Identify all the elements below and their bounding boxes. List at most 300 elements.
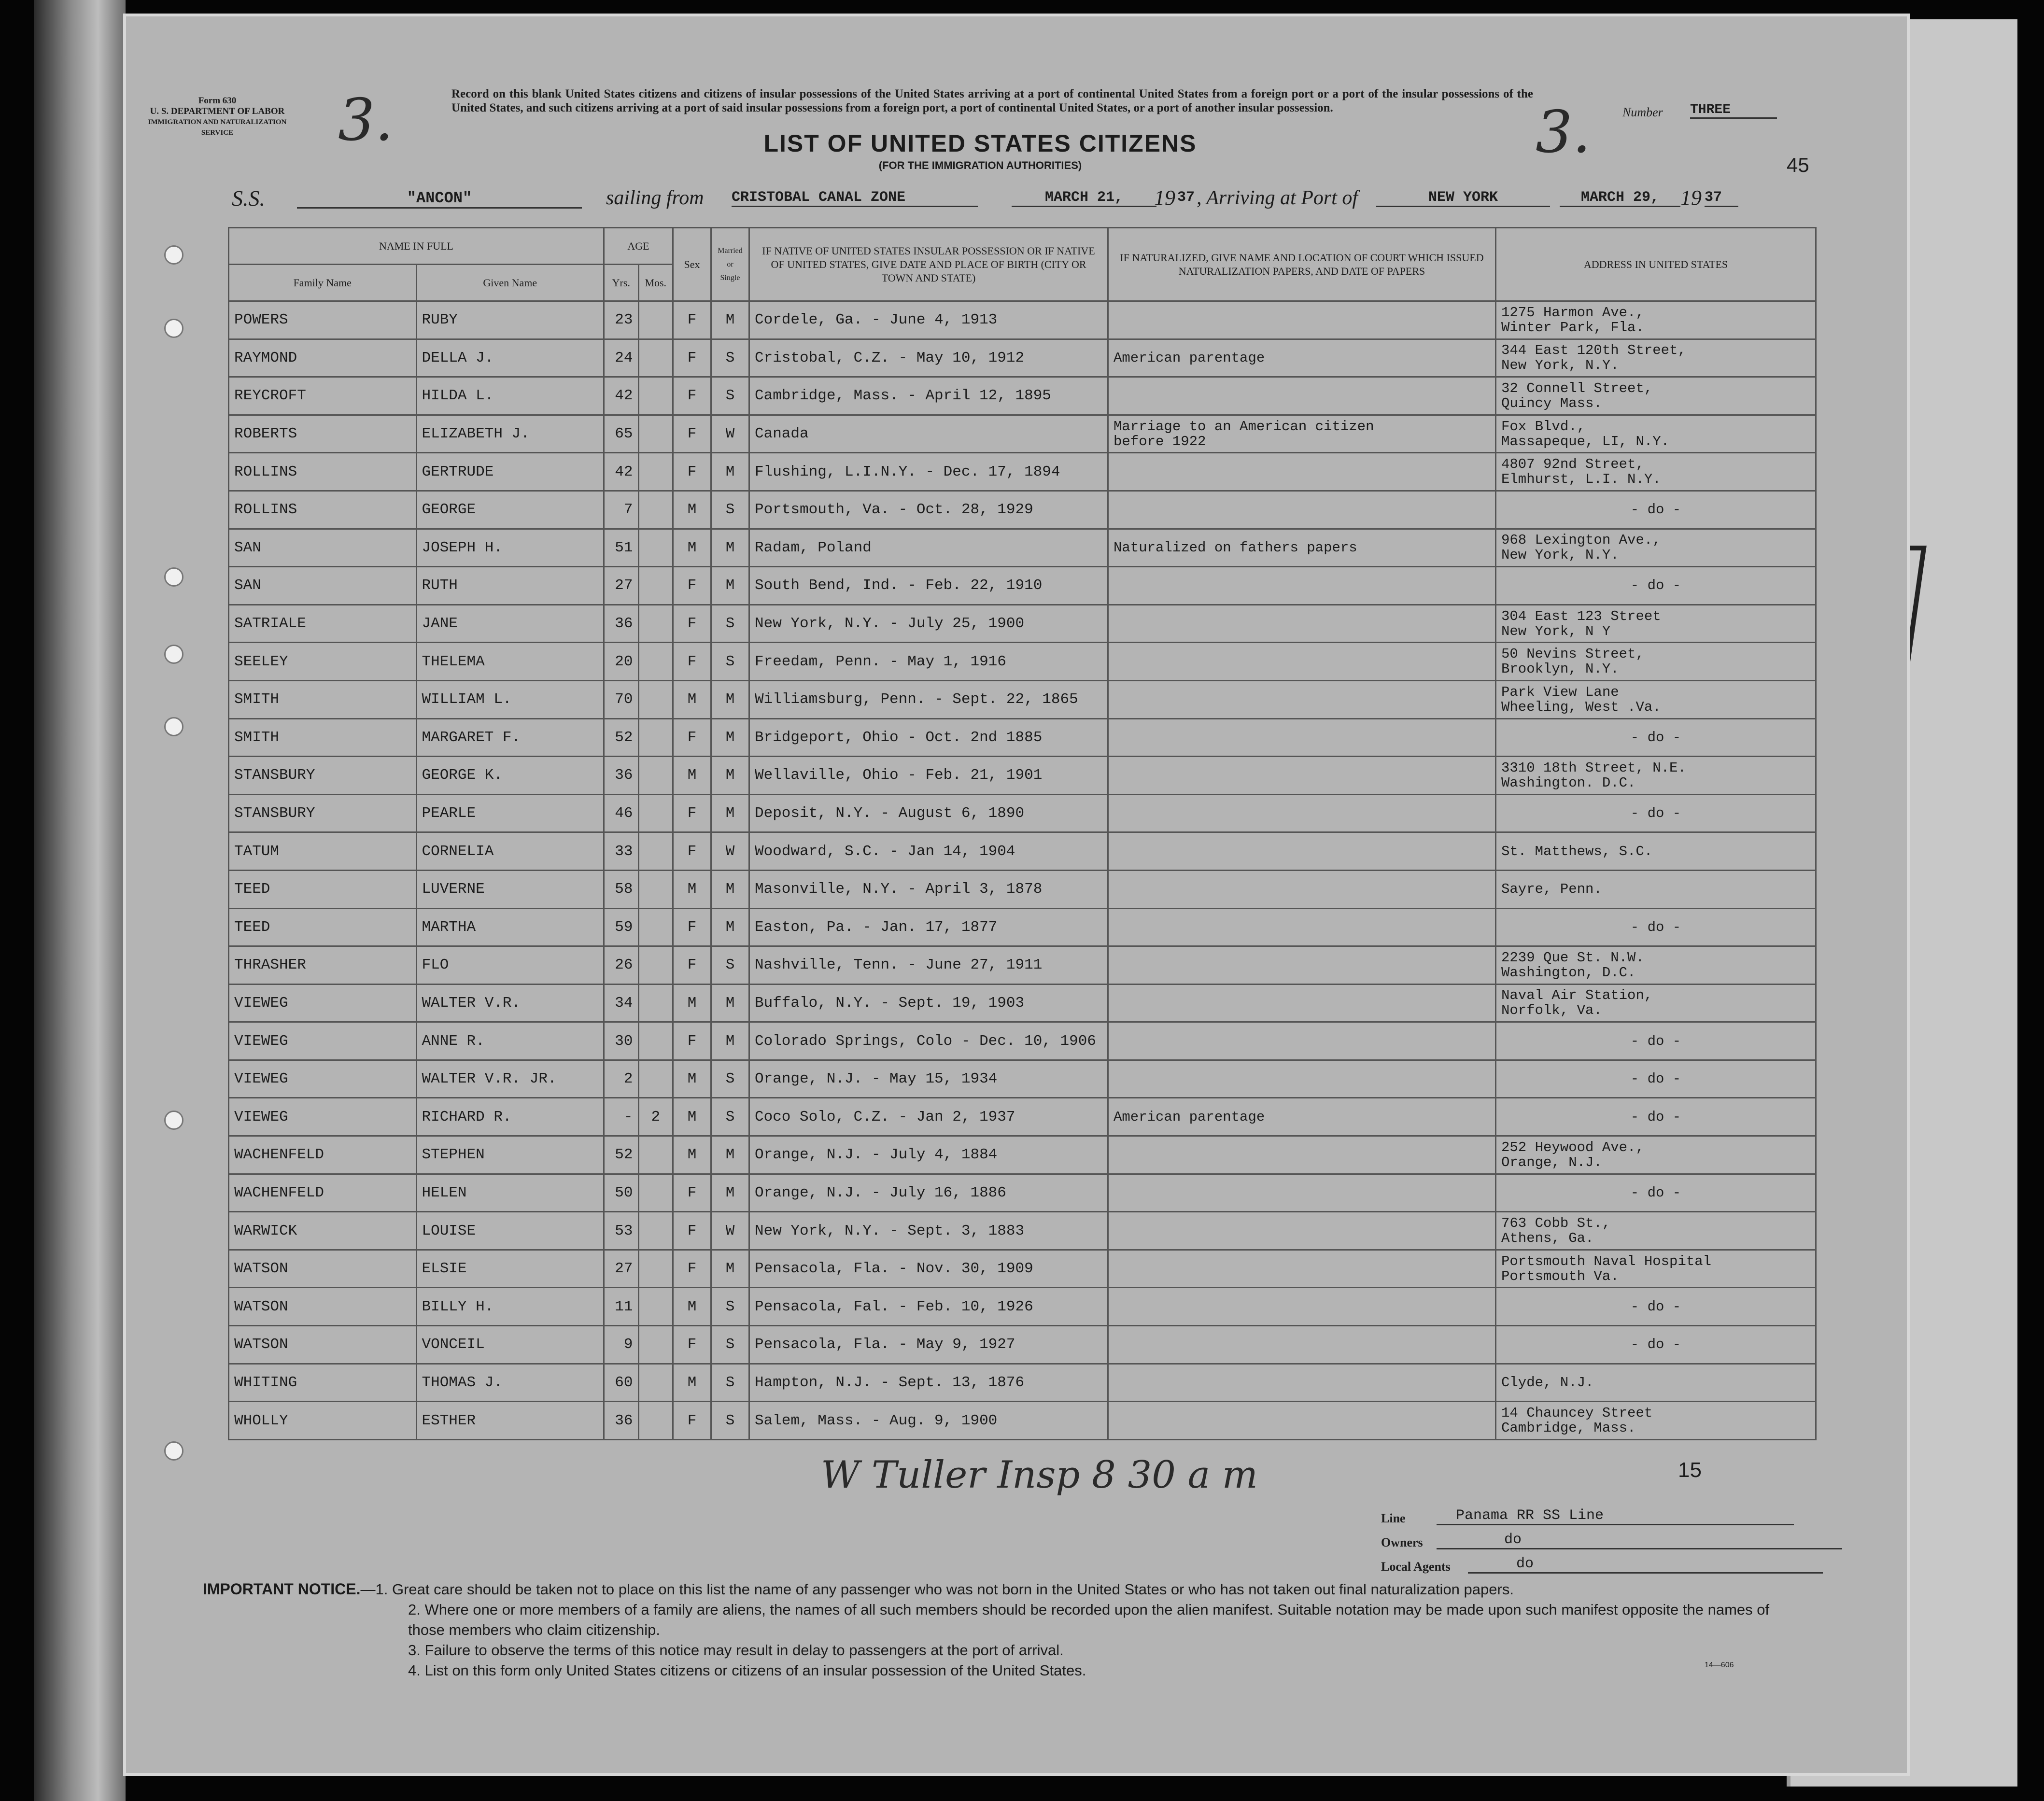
us-address: - do -: [1496, 1060, 1816, 1098]
naturalization: [1108, 1402, 1496, 1440]
age-months: [638, 1288, 673, 1326]
line-value: Panama RR SS Line: [1437, 1507, 1794, 1525]
age-months: [638, 1364, 673, 1402]
age-months: [638, 491, 673, 529]
sex: F: [673, 567, 711, 605]
marital-status: W: [711, 415, 749, 453]
birth-place-date: Colorado Springs, Colo - Dec. 10, 1906: [749, 1022, 1108, 1060]
age-years: 24: [604, 339, 639, 377]
age-years: 60: [604, 1364, 639, 1402]
table-row: [229, 794, 1816, 832]
us-address: Clyde, N.J.: [1496, 1364, 1816, 1402]
given-name: MARGARET F.: [416, 718, 604, 757]
ship-label: S.S.: [232, 186, 265, 211]
sex: F: [673, 1174, 711, 1212]
us-address: - do -: [1496, 1326, 1816, 1364]
age-years: 27: [604, 1250, 639, 1288]
header-family-name: Family Name: [229, 265, 417, 301]
family-name: WATSON: [229, 1250, 417, 1288]
table-row: [229, 984, 1816, 1022]
sex: F: [673, 1250, 711, 1288]
naturalization: [1108, 794, 1496, 832]
punch-hole: [164, 567, 183, 587]
punch-hole: [164, 1441, 183, 1461]
table-row: [229, 339, 1816, 377]
marital-status: M: [711, 757, 749, 795]
marital-status: S: [711, 1402, 749, 1440]
naturalization: [1108, 491, 1496, 529]
family-name: VIEWEG: [229, 984, 417, 1022]
header-years: Yrs.: [604, 265, 639, 301]
handwritten-list-number-left: 3.: [338, 87, 394, 154]
sex: F: [673, 1212, 711, 1250]
birth-place-date: Orange, N.J. - May 15, 1934: [749, 1060, 1108, 1098]
given-name: DELLA J.: [416, 339, 604, 377]
given-name: ELIZABETH J.: [416, 415, 604, 453]
us-address: - do -: [1496, 1174, 1816, 1212]
arrival-year: 37: [1705, 189, 1738, 207]
table-row: [229, 680, 1816, 718]
us-address: - do -: [1496, 908, 1816, 946]
marital-status: S: [711, 491, 749, 529]
age-years: 33: [604, 832, 639, 871]
given-name: GEORGE: [416, 491, 604, 529]
given-name: ELSIE: [416, 1250, 604, 1288]
age-months: [638, 605, 673, 643]
sex: F: [673, 832, 711, 871]
punch-hole: [164, 319, 183, 338]
us-address: Portsmouth Naval Hospital Portsmouth Va.: [1496, 1250, 1816, 1288]
table-row: [229, 529, 1816, 567]
birth-place-date: Radam, Poland: [749, 529, 1108, 567]
birth-place-date: Cristobal, C.Z. - May 10, 1912: [749, 339, 1108, 377]
naturalization: [1108, 1326, 1496, 1364]
arriving-label: , Arriving at Port of: [1197, 187, 1358, 209]
departure-date: MARCH 21,: [1012, 189, 1156, 207]
sex: M: [673, 870, 711, 908]
given-name: FLO: [416, 946, 604, 985]
given-name: HILDA L.: [416, 377, 604, 415]
marital-status: S: [711, 1060, 749, 1098]
table-row: [229, 643, 1816, 681]
form-number: Form 630: [198, 96, 237, 106]
table-row: [229, 832, 1816, 871]
sex: F: [673, 1326, 711, 1364]
family-name: WACHENFELD: [229, 1136, 417, 1174]
naturalization: American parentage: [1108, 339, 1496, 377]
sex: M: [673, 529, 711, 567]
marital-status: M: [711, 529, 749, 567]
service-name: IMMIGRATION AND NATURALIZATION SERVICE: [148, 118, 287, 137]
arrival-date: MARCH 29,: [1560, 189, 1680, 207]
age-years: 70: [604, 680, 639, 718]
family-name: TEED: [229, 908, 417, 946]
age-months: 2: [638, 1098, 673, 1136]
form-subtitle: (FOR THE IMMIGRATION AUTHORITIES): [878, 159, 1082, 171]
us-address: 50 Nevins Street, Brooklyn, N.Y.: [1496, 643, 1816, 681]
marital-status: M: [711, 1022, 749, 1060]
arrival-year-prefix: 19: [1680, 186, 1702, 210]
birth-place-date: Hampton, N.J. - Sept. 13, 1876: [749, 1364, 1108, 1402]
age-years: 20: [604, 643, 639, 681]
sex: F: [673, 946, 711, 985]
age-months: [638, 794, 673, 832]
age-months: [638, 301, 673, 339]
age-months: [638, 1060, 673, 1098]
page-number: 45: [1787, 154, 1809, 176]
sex: F: [673, 339, 711, 377]
given-name: VONCEIL: [416, 1326, 604, 1364]
naturalization: [1108, 453, 1496, 491]
age-years: 2: [604, 1060, 639, 1098]
passenger-ledger: [228, 227, 1817, 1440]
family-name: WHITING: [229, 1364, 417, 1402]
passenger-count-total: 15: [1678, 1458, 1702, 1482]
us-address: Sayre, Penn.: [1496, 870, 1816, 908]
birth-place-date: Deposit, N.Y. - August 6, 1890: [749, 794, 1108, 832]
marital-status: S: [711, 1364, 749, 1402]
form-code: 14—606: [1705, 1661, 1734, 1669]
table-row: [229, 1060, 1816, 1098]
age-months: [638, 1250, 673, 1288]
age-months: [638, 757, 673, 795]
birth-place-date: Freedam, Penn. - May 1, 1916: [749, 643, 1108, 681]
age-years: 46: [604, 794, 639, 832]
local-agents-value: do: [1468, 1556, 1823, 1574]
sex: F: [673, 301, 711, 339]
naturalization: [1108, 1060, 1496, 1098]
punch-hole: [164, 717, 183, 736]
table-row: [229, 1136, 1816, 1174]
naturalization: [1108, 377, 1496, 415]
birth-place-date: Orange, N.J. - July 16, 1886: [749, 1174, 1108, 1212]
age-years: 42: [604, 377, 639, 415]
given-name: WALTER V.R.: [416, 984, 604, 1022]
given-name: LUVERNE: [416, 870, 604, 908]
age-months: [638, 984, 673, 1022]
family-name: SAN: [229, 529, 417, 567]
given-name: HELEN: [416, 1174, 604, 1212]
birth-place-date: Pensacola, Fla. - May 9, 1927: [749, 1326, 1108, 1364]
sex: M: [673, 1136, 711, 1174]
table-row: [229, 946, 1816, 985]
age-years: 27: [604, 567, 639, 605]
header-naturalized: IF NATURALIZED, GIVE NAME AND LOCATION OF COURT WHICH ISSUED NATURALIZATION PAPERS, AND DATE OF PAPERS: [1108, 228, 1496, 301]
notice-item-2: 2. Where one or more members of a family are aliens, the names of all such members should be recorded upon the alien manifest. Suitable notation may be made upon such manifest opposite the names of those members who claim citizenship.: [408, 1601, 1770, 1638]
age-years: 34: [604, 984, 639, 1022]
birth-place-date: Wellaville, Ohio - Feb. 21, 1901: [749, 757, 1108, 795]
age-years: 7: [604, 491, 639, 529]
marital-status: M: [711, 870, 749, 908]
sex: F: [673, 1402, 711, 1440]
header-sex: Sex: [673, 228, 711, 301]
marital-status: M: [711, 908, 749, 946]
sex: F: [673, 605, 711, 643]
naturalization: [1108, 1022, 1496, 1060]
family-name: SAN: [229, 567, 417, 605]
table-row: [229, 415, 1816, 453]
header-age: AGE: [604, 228, 673, 265]
naturalization: Marriage to an American citizen before 1922: [1108, 415, 1496, 453]
table-row: [229, 605, 1816, 643]
table-row: [229, 1174, 1816, 1212]
table-row: [229, 1326, 1816, 1364]
table-row: [229, 1402, 1816, 1440]
handwritten-list-number-right: 3.: [1536, 99, 1591, 166]
us-address: 3310 18th Street, N.E. Washington. D.C.: [1496, 757, 1816, 795]
us-address: 252 Heywood Ave., Orange, N.J.: [1496, 1136, 1816, 1174]
year-prefix: 19: [1154, 186, 1175, 210]
family-name: TATUM: [229, 832, 417, 871]
table-row: [229, 567, 1816, 605]
given-name: GEORGE K.: [416, 757, 604, 795]
sex: F: [673, 643, 711, 681]
naturalization: [1108, 301, 1496, 339]
given-name: RUTH: [416, 567, 604, 605]
given-name: ANNE R.: [416, 1022, 604, 1060]
naturalization: [1108, 643, 1496, 681]
naturalization: [1108, 718, 1496, 757]
birth-place-date: Orange, N.J. - July 4, 1884: [749, 1136, 1108, 1174]
age-months: [638, 1326, 673, 1364]
sex: F: [673, 453, 711, 491]
us-address: 32 Connell Street, Quincy Mass.: [1496, 377, 1816, 415]
table-row: [229, 1098, 1816, 1136]
naturalization: [1108, 1136, 1496, 1174]
naturalization: American parentage: [1108, 1098, 1496, 1136]
us-address: - do -: [1496, 1288, 1816, 1326]
age-months: [638, 908, 673, 946]
naturalization: [1108, 757, 1496, 795]
given-name: WILLIAM L.: [416, 680, 604, 718]
age-months: [638, 643, 673, 681]
age-months: [638, 415, 673, 453]
given-name: GERTRUDE: [416, 453, 604, 491]
family-name: VIEWEG: [229, 1022, 417, 1060]
family-name: THRASHER: [229, 946, 417, 985]
table-row: [229, 1364, 1816, 1402]
birth-place-date: Cordele, Ga. - June 4, 1913: [749, 301, 1108, 339]
punch-hole: [164, 245, 183, 265]
sex: F: [673, 718, 711, 757]
notice-item-4: 4. List on this form only United States citizens or citizens of an insular possession of the United States.: [408, 1662, 1086, 1679]
age-years: 9: [604, 1326, 639, 1364]
sex: F: [673, 908, 711, 946]
us-address: - do -: [1496, 794, 1816, 832]
naturalization: [1108, 680, 1496, 718]
marital-status: M: [711, 680, 749, 718]
table-row: [229, 377, 1816, 415]
line-label: Line: [1381, 1511, 1406, 1525]
punch-hole: [164, 645, 183, 664]
family-name: SATRIALE: [229, 605, 417, 643]
naturalization: [1108, 870, 1496, 908]
age-years: 65: [604, 415, 639, 453]
birth-place-date: Nashville, Tenn. - June 27, 1911: [749, 946, 1108, 985]
birth-place-date: New York, N.Y. - July 25, 1900: [749, 605, 1108, 643]
family-name: ROBERTS: [229, 415, 417, 453]
family-name: REYCROFT: [229, 377, 417, 415]
sex: M: [673, 1364, 711, 1402]
us-address: 344 East 120th Street, New York, N.Y.: [1496, 339, 1816, 377]
family-name: WARWICK: [229, 1212, 417, 1250]
naturalization: [1108, 1212, 1496, 1250]
birth-place-date: Williamsburg, Penn. - Sept. 22, 1865: [749, 680, 1108, 718]
family-name: TEED: [229, 870, 417, 908]
notice-lead: IMPORTANT NOTICE.: [203, 1580, 361, 1598]
department-name: U. S. DEPARTMENT OF LABOR: [150, 106, 285, 116]
marital-status: M: [711, 1136, 749, 1174]
us-address: Fox Blvd., Massapeque, LI, N.Y.: [1496, 415, 1816, 453]
given-name: RICHARD R.: [416, 1098, 604, 1136]
important-notice: [203, 1579, 1796, 1681]
marital-status: M: [711, 984, 749, 1022]
given-name: THOMAS J.: [416, 1364, 604, 1402]
marital-status: M: [711, 718, 749, 757]
sex: F: [673, 794, 711, 832]
us-address: 4807 92nd Street, Elmhurst, L.I. N.Y.: [1496, 453, 1816, 491]
naturalization: [1108, 1288, 1496, 1326]
marital-status: M: [711, 1174, 749, 1212]
form-title: LIST OF UNITED STATES CITIZENS: [763, 130, 1197, 157]
naturalization: [1108, 605, 1496, 643]
sex: M: [673, 1098, 711, 1136]
form-instructions: Record on this blank United States citizens and citizens of insular possessions of the United States arriving at a port of continental United States from a foreign port or a port of the insular possessions of the United States, and such citizens arriving at a port of said insular possessions from a foreign port, a port of continental United States, or a port of another insular possession.: [451, 87, 1533, 114]
marital-status: S: [711, 946, 749, 985]
header-months: Mos.: [638, 265, 673, 301]
family-name: RAYMOND: [229, 339, 417, 377]
us-address: 763 Cobb St., Athens, Ga.: [1496, 1212, 1816, 1250]
punch-hole: [164, 1111, 183, 1130]
naturalization: [1108, 1364, 1496, 1402]
age-years: 51: [604, 529, 639, 567]
us-address: - do -: [1496, 491, 1816, 529]
inspector-signature: W Tuller Insp 8 30 a m: [821, 1453, 1258, 1497]
family-name: SMITH: [229, 680, 417, 718]
sex: M: [673, 491, 711, 529]
age-years: 30: [604, 1022, 639, 1060]
owners-label: Owners: [1381, 1535, 1423, 1549]
table-row: [229, 1250, 1816, 1288]
us-address: 968 Lexington Ave., New York, N.Y.: [1496, 529, 1816, 567]
age-months: [638, 339, 673, 377]
age-months: [638, 453, 673, 491]
family-name: STANSBURY: [229, 757, 417, 795]
number-label: Number: [1622, 105, 1663, 119]
family-name: SMITH: [229, 718, 417, 757]
given-name: BILLY H.: [416, 1288, 604, 1326]
age-months: [638, 1022, 673, 1060]
age-months: [638, 1136, 673, 1174]
marital-status: S: [711, 643, 749, 681]
marital-status: W: [711, 832, 749, 871]
age-months: [638, 1212, 673, 1250]
us-address: 2239 Que St. N.W. Washington, D.C.: [1496, 946, 1816, 985]
marital-status: M: [711, 567, 749, 605]
family-name: POWERS: [229, 301, 417, 339]
table-row: [229, 491, 1816, 529]
header-address: ADDRESS IN UNITED STATES: [1496, 228, 1816, 301]
age-years: 36: [604, 757, 639, 795]
us-address: Naval Air Station, Norfolk, Va.: [1496, 984, 1816, 1022]
marital-status: S: [711, 605, 749, 643]
form-id-block: [145, 96, 290, 138]
us-address: - do -: [1496, 567, 1816, 605]
us-address: 304 East 123 Street New York, N Y: [1496, 605, 1816, 643]
marital-status: M: [711, 794, 749, 832]
given-name: JOSEPH H.: [416, 529, 604, 567]
given-name: CORNELIA: [416, 832, 604, 871]
birth-place-date: Bridgeport, Ohio - Oct. 2nd 1885: [749, 718, 1108, 757]
family-name: WATSON: [229, 1326, 417, 1364]
header-married-single: Married or Single: [711, 228, 749, 301]
given-name: LOUISE: [416, 1212, 604, 1250]
family-name: ROLLINS: [229, 491, 417, 529]
family-name: SEELEY: [229, 643, 417, 681]
header-name-in-full: NAME IN FULL: [229, 228, 604, 265]
naturalization: [1108, 1174, 1496, 1212]
family-name: WHOLLY: [229, 1402, 417, 1440]
given-name: RUBY: [416, 301, 604, 339]
family-name: VIEWEG: [229, 1098, 417, 1136]
birth-place-date: Cambridge, Mass. - April 12, 1895: [749, 377, 1108, 415]
birth-place-date: Buffalo, N.Y. - Sept. 19, 1903: [749, 984, 1108, 1022]
age-years: 58: [604, 870, 639, 908]
us-address: 14 Chauncey Street Cambridge, Mass.: [1496, 1402, 1816, 1440]
departure-year: 37: [1177, 189, 1195, 206]
table-row: [229, 453, 1816, 491]
age-months: [638, 1174, 673, 1212]
us-address: 1275 Harmon Ave., Winter Park, Fla.: [1496, 301, 1816, 339]
naturalization: [1108, 984, 1496, 1022]
birth-place-date: Woodward, S.C. - Jan 14, 1904: [749, 832, 1108, 871]
us-address: - do -: [1496, 718, 1816, 757]
binder-edge: [34, 0, 126, 1801]
sailing-label: sailing from: [606, 187, 704, 209]
birth-place-date: Canada: [749, 415, 1108, 453]
age-months: [638, 832, 673, 871]
age-years: 11: [604, 1288, 639, 1326]
sex: F: [673, 377, 711, 415]
naturalization: [1108, 1250, 1496, 1288]
given-name: STEPHEN: [416, 1136, 604, 1174]
departure-port: CRISTOBAL CANAL ZONE: [732, 189, 978, 207]
family-name: WATSON: [229, 1288, 417, 1326]
us-address: Park View Lane Wheeling, West .Va.: [1496, 680, 1816, 718]
sex: F: [673, 1022, 711, 1060]
birth-place-date: South Bend, Ind. - Feb. 22, 1910: [749, 567, 1108, 605]
us-address: - do -: [1496, 1098, 1816, 1136]
naturalization: [1108, 908, 1496, 946]
given-name: PEARLE: [416, 794, 604, 832]
us-address: St. Matthews, S.C.: [1496, 832, 1816, 871]
age-years: 36: [604, 1402, 639, 1440]
family-name: STANSBURY: [229, 794, 417, 832]
naturalization: [1108, 832, 1496, 871]
birth-place-date: Pensacola, Fal. - Feb. 10, 1926: [749, 1288, 1108, 1326]
ship-name: "ANCON": [297, 189, 582, 209]
marital-status: S: [711, 1098, 749, 1136]
birth-place-date: New York, N.Y. - Sept. 3, 1883: [749, 1212, 1108, 1250]
given-name: MARTHA: [416, 908, 604, 946]
owners-value: do: [1437, 1532, 1842, 1549]
age-years: 52: [604, 1136, 639, 1174]
birth-place-date: Coco Solo, C.Z. - Jan 2, 1937: [749, 1098, 1108, 1136]
table-row: [229, 1022, 1816, 1060]
table-row: [229, 908, 1816, 946]
header-native-birth: IF NATIVE OF UNITED STATES INSULAR POSSESSION OR IF NATIVE OF UNITED STATES, GIVE DATE AND PLACE OF BIRTH (CITY OR TOWN AND STATE): [749, 228, 1108, 301]
marital-status: W: [711, 1212, 749, 1250]
